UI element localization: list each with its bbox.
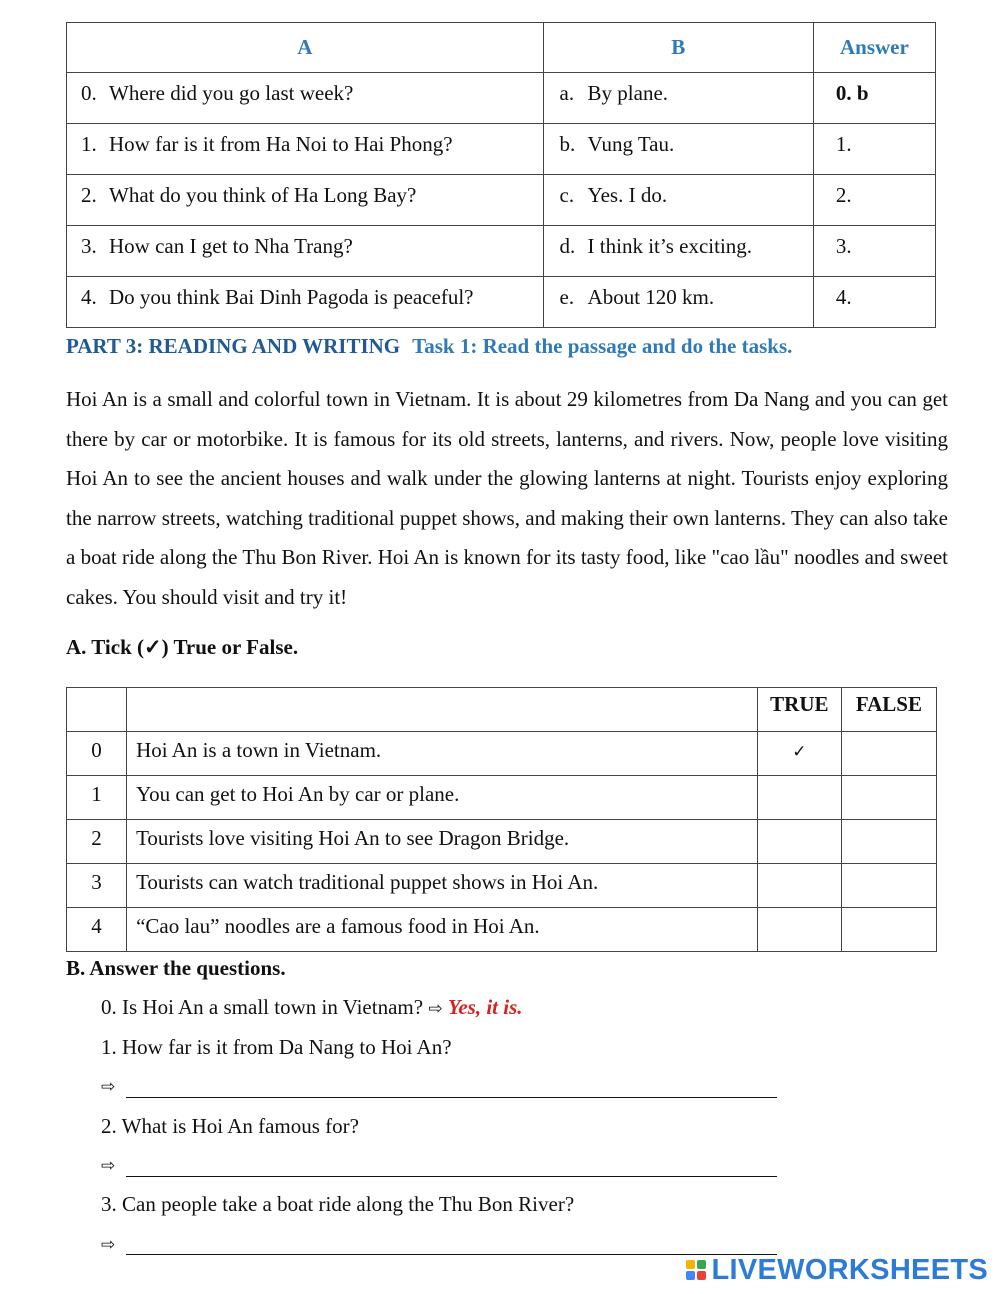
- question-1: 1. How far is it from Da Nang to Hoi An?: [101, 1035, 452, 1059]
- question-text: Do you think Bai Dinh Pagoda is peaceful?: [109, 285, 474, 309]
- question-number: 3.: [81, 234, 97, 258]
- response-letter: c.: [559, 183, 575, 207]
- matching-row: [67, 124, 936, 175]
- arrow-right-icon: ⇨: [101, 1156, 116, 1176]
- matching-row: [67, 175, 936, 226]
- question-number: 1.: [81, 132, 97, 156]
- false-column-header: FALSE: [841, 688, 936, 732]
- true-tick-cell[interactable]: [757, 776, 841, 820]
- tf-statement: “Cao lau” noodles are a famous food in Hoi An.: [127, 908, 758, 952]
- matching-row: [67, 277, 936, 328]
- answer-cell[interactable]: 4.: [813, 277, 935, 328]
- false-tick-cell[interactable]: [841, 908, 936, 952]
- task1-title: Task 1: Read the passage and do the tasks.: [412, 334, 793, 358]
- question-cell: [67, 124, 544, 175]
- tf-row-number: 4: [67, 908, 127, 952]
- question-text: How can I get to Nha Trang?: [109, 234, 353, 258]
- section-a-title: A. Tick (✓) True or False.: [66, 635, 299, 659]
- false-tick-cell[interactable]: [841, 820, 936, 864]
- part3-heading: [66, 334, 792, 359]
- tf-statement: You can get to Hoi An by car or plane.: [127, 776, 758, 820]
- example-answer: Yes, it is.: [447, 995, 523, 1019]
- arrow-right-icon: ⇨: [101, 1077, 116, 1097]
- question-text: Where did you go last week?: [109, 81, 354, 105]
- question-number: 2.: [81, 183, 97, 207]
- response-cell: [543, 277, 813, 328]
- answer-cell[interactable]: 2.: [813, 175, 935, 226]
- tf-row-number: 0: [67, 732, 127, 776]
- question-cell: [67, 175, 544, 226]
- tf-row-number: 3: [67, 864, 127, 908]
- answer-line-1[interactable]: [126, 1097, 777, 1098]
- column-a-header: A: [67, 23, 544, 73]
- false-tick-cell[interactable]: [841, 864, 936, 908]
- tf-row-number: 2: [67, 820, 127, 864]
- logo-blocks-icon: [686, 1260, 708, 1282]
- liveworksheets-logo: [686, 1254, 989, 1287]
- tf-row: [67, 820, 937, 864]
- response-text: About 120 km.: [587, 285, 715, 309]
- true-tick-cell[interactable]: [757, 864, 841, 908]
- question-cell: [67, 226, 544, 277]
- part3-title: PART 3: READING AND WRITING: [66, 334, 401, 358]
- response-text: Vung Tau.: [587, 132, 675, 156]
- answer-column-header: Answer: [813, 23, 935, 73]
- true-tick-cell[interactable]: [757, 908, 841, 952]
- arrow-right-icon: ⇨: [428, 999, 443, 1019]
- true-tick-cell: [757, 732, 841, 776]
- response-letter: a.: [559, 81, 575, 105]
- tf-header-blank: [67, 688, 127, 732]
- tf-row: [67, 864, 937, 908]
- example-question-text: 0. Is Hoi An a small town in Vietnam?: [101, 995, 424, 1019]
- section-b-title: B. Answer the questions.: [66, 956, 286, 980]
- tf-header-blank: [127, 688, 758, 732]
- response-cell: [543, 175, 813, 226]
- true-column-header: TRUE: [757, 688, 841, 732]
- response-text: By plane.: [587, 81, 669, 105]
- tf-row: [67, 732, 937, 776]
- response-text: I think it’s exciting.: [587, 234, 753, 258]
- response-letter: e.: [559, 285, 575, 309]
- true-tick-cell[interactable]: [757, 820, 841, 864]
- question-text: How far is it from Ha Noi to Hai Phong?: [109, 132, 453, 156]
- response-cell: [543, 226, 813, 277]
- question-3: 3. Can people take a boat ride along the Thu Bon River?: [101, 1192, 575, 1216]
- logo-text: LIVEWORKSHEETS: [711, 1254, 988, 1286]
- question-number: 4.: [81, 285, 97, 309]
- false-tick-cell[interactable]: [841, 776, 936, 820]
- matching-table: [66, 22, 936, 328]
- tf-statement: Tourists can watch traditional puppet shows in Hoi An.: [127, 864, 758, 908]
- response-cell: [543, 124, 813, 175]
- question-text: What do you think of Ha Long Bay?: [109, 183, 417, 207]
- question-cell: [67, 73, 544, 124]
- answer-cell[interactable]: 3.: [813, 226, 935, 277]
- true-false-table: [66, 687, 937, 952]
- answer-line-2[interactable]: [126, 1176, 777, 1177]
- response-letter: b.: [559, 132, 576, 156]
- example-question: [101, 995, 523, 1020]
- answer-row-2: [101, 1152, 115, 1177]
- response-letter: d.: [559, 234, 576, 258]
- tf-row: [67, 908, 937, 952]
- answer-cell-example: 0. b: [813, 73, 935, 124]
- false-tick-cell: [841, 732, 936, 776]
- tf-statement: Tourists love visiting Hoi An to see Dragon Bridge.: [127, 820, 758, 864]
- tf-row-number: 1: [67, 776, 127, 820]
- tf-header-row: [67, 688, 937, 732]
- response-text: Yes. I do.: [587, 183, 668, 207]
- arrow-right-icon: ⇨: [101, 1235, 116, 1255]
- matching-row: [67, 226, 936, 277]
- answer-line-3[interactable]: [126, 1254, 777, 1255]
- response-cell: [543, 73, 813, 124]
- answer-row-3: [101, 1231, 115, 1256]
- reading-passage: Hoi An is a small and colorful town in Vietnam. It is about 29 kilometres from Da Nang and you can get there by car or motorbike. It is famous for its old streets, lanterns, and rivers. Now, people love visiting Hoi An to see the ancient houses and walk under the glowing lanterns at night. Tourists enjoy exploring the narrow streets, watching traditional puppet shows, and making their own lanterns. They can also take a boat ride along the Thu Bon River. Hoi An is known for its tasty food, like "cao lầu" noodles and sweet cakes. You should visit and try it!: [66, 387, 948, 609]
- answer-cell[interactable]: 1.: [813, 124, 935, 175]
- matching-row: [67, 73, 936, 124]
- tf-statement: Hoi An is a town in Vietnam.: [127, 732, 758, 776]
- question-number: 0.: [81, 81, 97, 105]
- tf-row: [67, 776, 937, 820]
- question-cell: [67, 277, 544, 328]
- question-2: 2. What is Hoi An famous for?: [101, 1114, 359, 1138]
- matching-header-row: [67, 23, 936, 73]
- checkmark-icon: ✓: [792, 742, 807, 762]
- answer-row-1: [101, 1073, 115, 1098]
- column-b-header: B: [543, 23, 813, 73]
